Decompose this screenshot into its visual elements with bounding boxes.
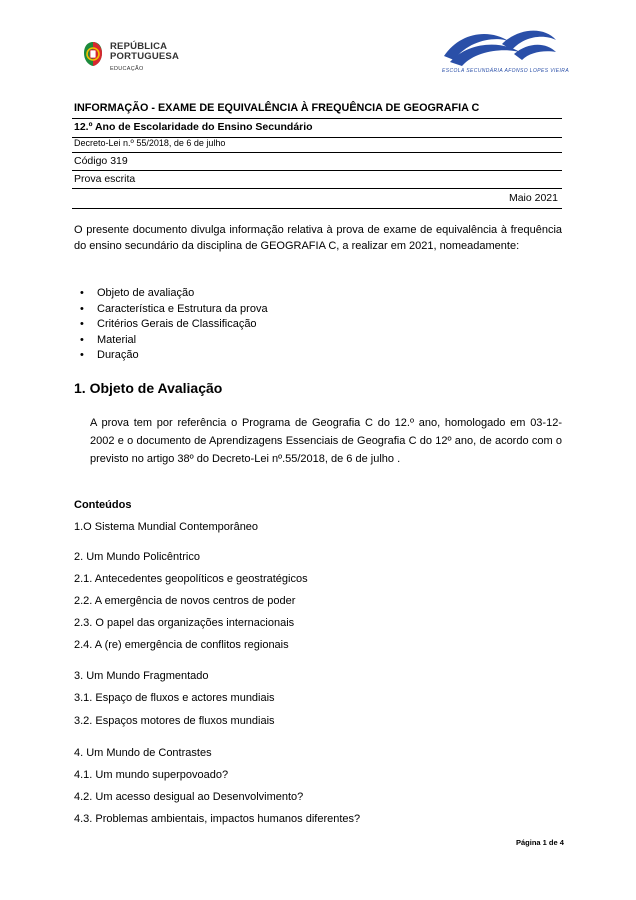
contents-item: 4. Um Mundo de Contrastes xyxy=(74,747,212,759)
coat-of-arms-icon xyxy=(82,40,104,68)
contents-item: 2. Um Mundo Policêntrico xyxy=(74,551,200,563)
document-title-row xyxy=(72,101,562,119)
list-item: • Duração xyxy=(80,348,268,364)
contents-heading: Conteúdos xyxy=(74,499,132,511)
contents-item: 2.3. O papel das organizações internacionais xyxy=(74,617,295,629)
school-caption: ESCOLA SECUNDÁRIA AFONSO LOPES VIEIRA xyxy=(442,68,570,74)
contents-item: 2.1. Antecedentes geopolíticos e geostratégicos xyxy=(74,573,308,585)
contents-item: 2.2. A emergência de novos centros de poder xyxy=(74,595,296,607)
republica-portuguesa-logo xyxy=(82,40,192,76)
contents-item: 3.2. Espaços motores de fluxos mundiais xyxy=(74,715,275,727)
school-year: 12.º Ano de Escolaridade do Ensino Secundário xyxy=(74,121,313,133)
gov-line-1: REPÚBLICA xyxy=(110,41,168,52)
contents-item: 4.3. Problemas ambientais, impactos humanos diferentes? xyxy=(74,813,361,825)
list-item: • Critérios Gerais de Classificação xyxy=(80,317,268,333)
page-number: Página 1 de 4 xyxy=(516,838,564,847)
contents-item: 3. Um Mundo Fragmentado xyxy=(74,670,209,682)
topics-list xyxy=(80,286,268,364)
list-item: • Objeto de avaliação xyxy=(80,286,268,302)
list-item: • Material xyxy=(80,333,268,349)
code-row xyxy=(72,152,562,171)
contents-item: 4.2. Um acesso desigual ao Desenvolvimento? xyxy=(74,791,304,803)
list-item: • Característica e Estrutura da prova xyxy=(80,302,268,318)
exam-date: Maio 2021 xyxy=(508,192,558,204)
decree: Decreto-Lei n.º 55/2018, de 6 de julho xyxy=(74,138,226,148)
year-row xyxy=(72,118,562,138)
contents-item: 3.1. Espaço de fluxos e actores mundiais xyxy=(74,692,275,704)
gov-sub: EDUCAÇÃO xyxy=(110,66,144,72)
document-title: INFORMAÇÃO - EXAME DE EQUIVALÊNCIA À FREQUÊNCIA DE GEOGRAFIA C xyxy=(74,102,480,114)
exam-type: Prova escrita xyxy=(74,173,136,185)
section-paragraph: A prova tem por referência o Programa de Geografia C do 12.º ano, homologado em 03-12- 2002 e o documento de Aprendizagens Essenciais de Geografia C do 12º ano, de acordo com o previsto no artigo 38º do Decreto-Lei nº.55/2018, de 6 de julho . xyxy=(90,417,562,465)
exam-code: Código 319 xyxy=(74,155,128,167)
section-heading: 1. Objeto de Avaliação xyxy=(74,380,223,396)
contents-item: 2.4. A (re) emergência de conflitos regionais xyxy=(74,639,289,651)
gov-line-2: PORTUGUESA xyxy=(110,51,180,62)
type-row xyxy=(72,170,562,189)
contents-item: 1.O Sistema Mundial Contemporâneo xyxy=(74,521,259,533)
date-row xyxy=(72,188,562,209)
intro-paragraph: O presente documento divulga informação relativa à prova de exame de equivalência à frequência do ensino secundário da disciplina de GEOGRAFIA C, a realizar em 2021, nomeadamente: xyxy=(74,224,562,252)
contents-item: 4.1. Um mundo superpovoado? xyxy=(74,769,229,781)
school-wave-icon xyxy=(440,22,560,68)
decree-row xyxy=(72,137,562,153)
school-logo xyxy=(440,22,570,78)
